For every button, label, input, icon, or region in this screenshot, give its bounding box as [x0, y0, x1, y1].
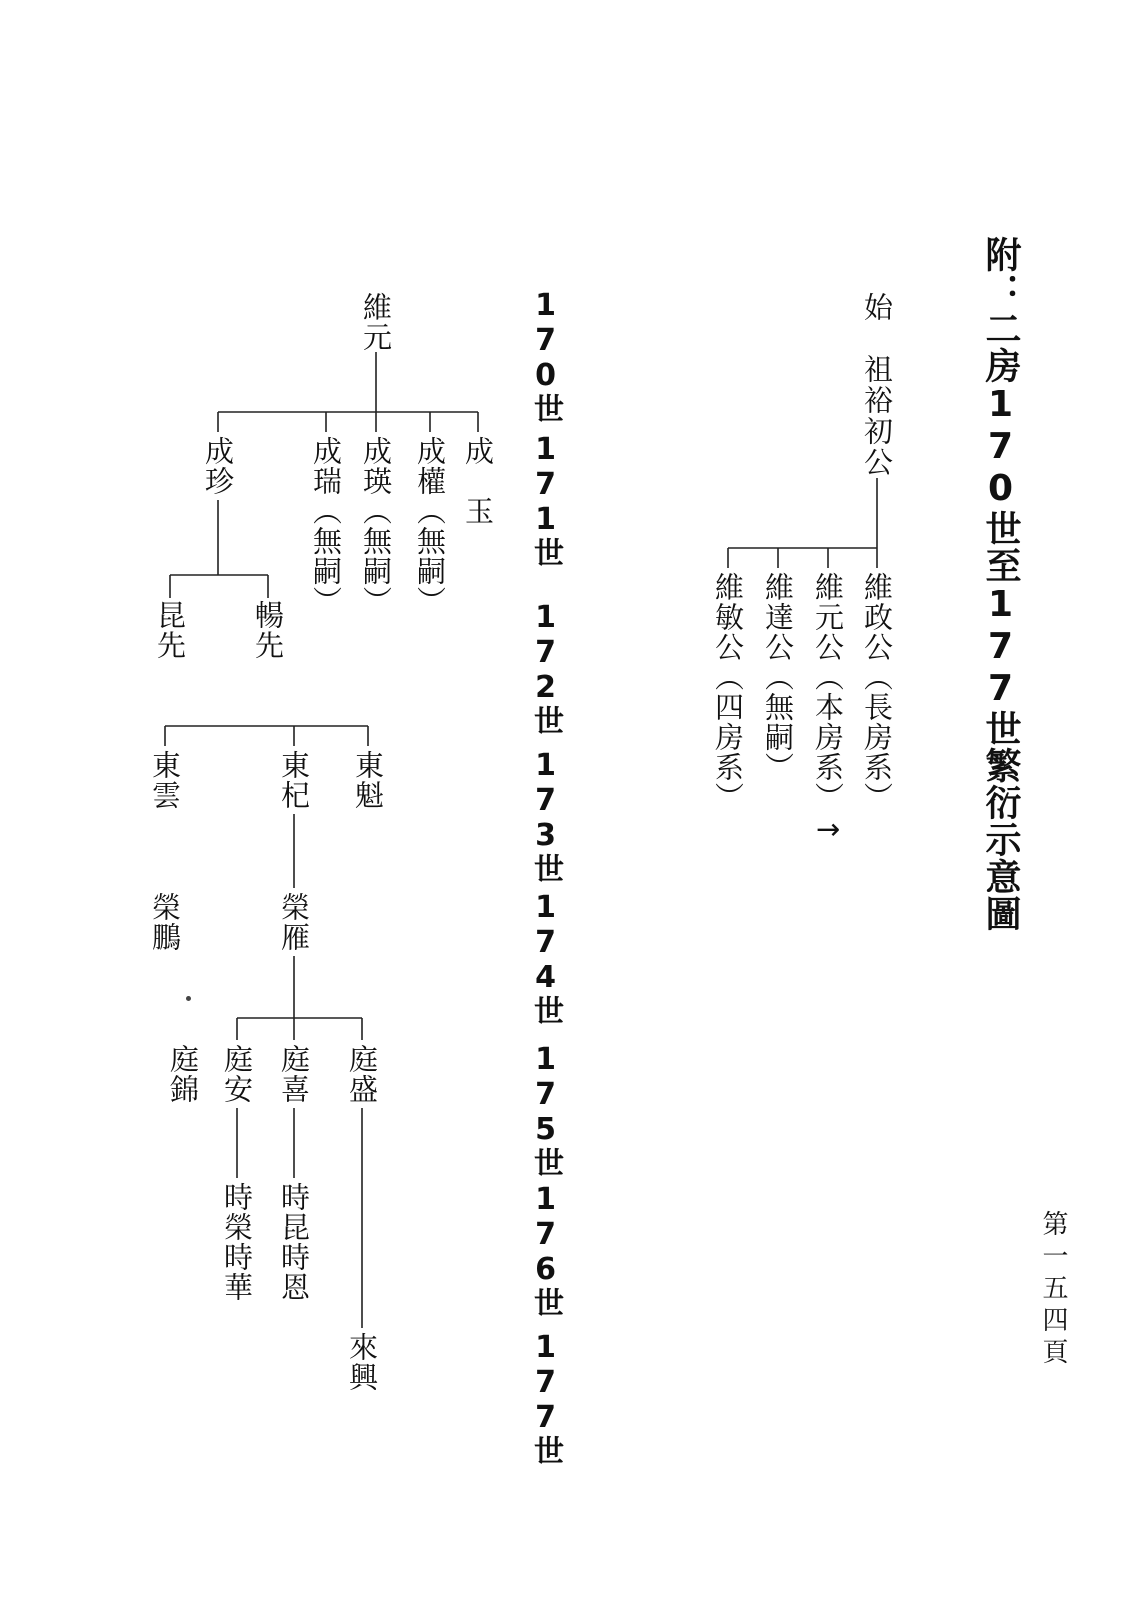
- page-title: 附：二房170世至177世繁衍示意圖: [980, 236, 1021, 932]
- node-176-shirong-shihua: 時榮時華: [220, 1182, 254, 1302]
- node-174-rongyan: 榮雁: [277, 892, 311, 952]
- node-171-chengying: 成瑛（無嗣）: [359, 436, 393, 616]
- ancestor-root: 始 祖裕初公: [860, 292, 894, 478]
- generation-label-177: 177世: [528, 1330, 563, 1465]
- generation-label-176: 176世: [528, 1182, 563, 1317]
- generation-label-172: 172世: [528, 600, 563, 735]
- node-171-chengquan: 成權（無嗣）: [413, 436, 447, 616]
- node-173-dongkui: 東魁: [351, 750, 385, 810]
- node-172-kunxian: 昆先: [153, 600, 187, 660]
- generation-label-173: 173世: [528, 748, 563, 883]
- node-173-dongyun: 東雲: [148, 750, 182, 810]
- scan-speck: [186, 996, 191, 1001]
- node-170-weiyuan: 維元: [359, 292, 393, 352]
- page-number: 第一五四頁: [1038, 1210, 1068, 1370]
- node-172-changxian: 暢先: [251, 600, 285, 660]
- generation-label-171: 171世: [528, 432, 563, 567]
- node-171-chengzhen: 成珍: [201, 436, 235, 496]
- node-175-tingxi: 庭喜: [277, 1044, 311, 1104]
- generation-label-175: 175世: [528, 1042, 563, 1177]
- node-173-dongqi: 東杞: [277, 750, 311, 810]
- ancestor-son-1: 維政公（長房系）: [860, 572, 894, 812]
- node-175-tingjin: 庭錦: [166, 1044, 200, 1104]
- node-175-tingsheng: 庭盛: [345, 1044, 379, 1104]
- node-171-chengrui: 成瑞（無嗣）: [309, 436, 343, 616]
- ancestor-son-4: 維敏公（四房系）: [711, 572, 745, 812]
- node-174-rongpeng: 榮鵬: [148, 892, 182, 952]
- node-177-laixing: 來興: [345, 1332, 379, 1392]
- node-176-shikun-shien: 時昆時恩: [277, 1182, 311, 1302]
- node-171-chengyu: 成 玉: [461, 436, 495, 526]
- generation-label-174: 174世: [528, 890, 563, 1025]
- generation-label-170: 170世: [528, 288, 563, 423]
- ancestor-son-3: 維達公（無嗣）: [761, 572, 795, 782]
- node-175-tingan: 庭安: [220, 1044, 254, 1104]
- ancestor-son-2: 維元公（本房系）→: [811, 572, 845, 847]
